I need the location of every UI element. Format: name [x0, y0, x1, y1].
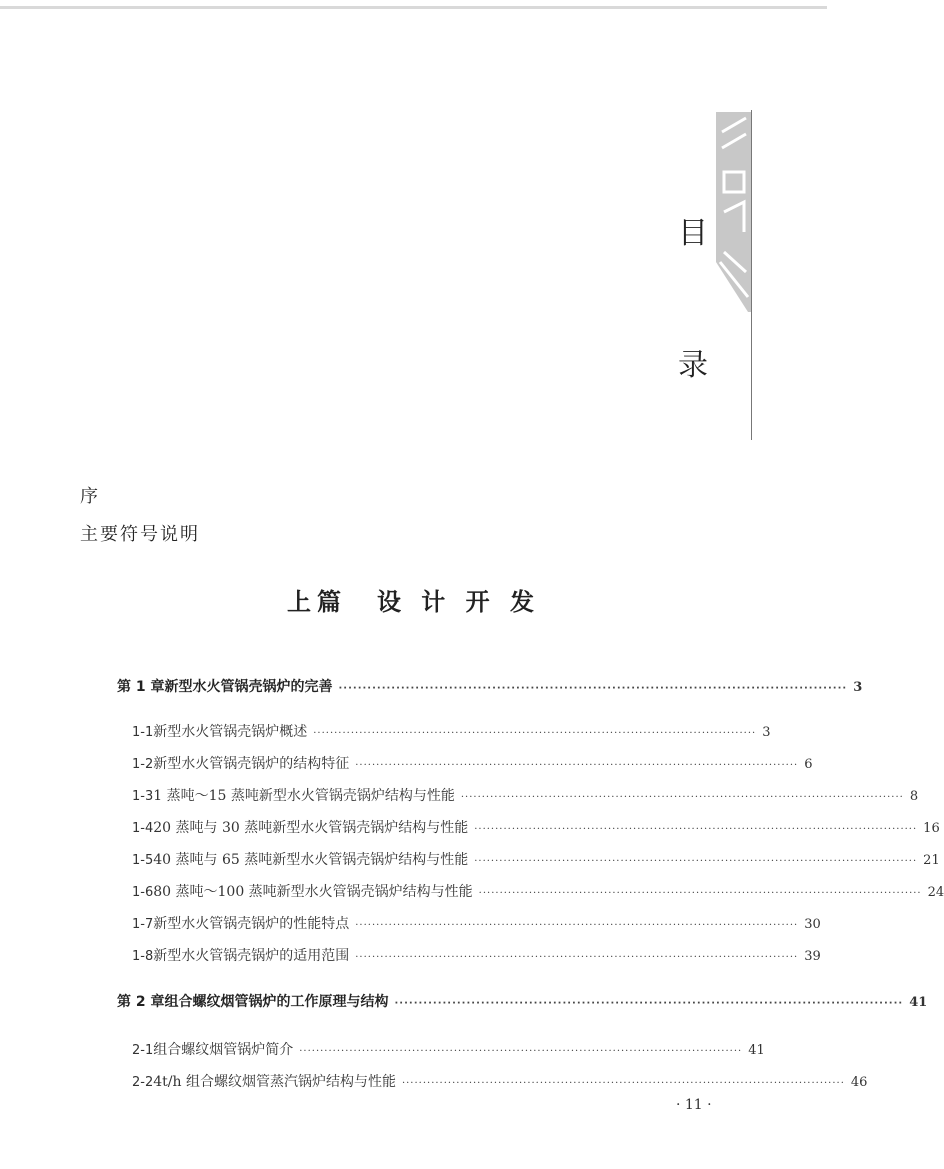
section-page: 16	[923, 821, 940, 836]
section-number: 1-7	[132, 917, 154, 932]
toc-section[interactable]	[132, 753, 813, 773]
scan-top-edge	[0, 6, 827, 9]
section-title: 4t/h 组合螺纹烟管蒸汽锅炉结构与性能	[153, 1074, 396, 1090]
heading-char-1: 目	[678, 216, 708, 251]
page-number: · 11 ·	[676, 1097, 712, 1113]
heading-char-2: 录	[678, 348, 708, 383]
section-number: 2-2	[132, 1075, 154, 1090]
section-number: 1-4	[132, 821, 154, 836]
toc-chapter-1[interactable]	[117, 676, 863, 696]
toc-section[interactable]	[132, 849, 940, 869]
leader-dots: ··········································································································	[355, 760, 799, 771]
leader-dots: ··········································································································	[460, 792, 904, 803]
section-number: 2-1	[132, 1043, 154, 1058]
toc-section[interactable]	[132, 1039, 765, 1059]
toc-section[interactable]	[132, 913, 821, 933]
chapter-title: 组合螺纹烟管锅炉的工作原理与结构	[164, 994, 389, 1010]
leader-dots: ··········································································································	[474, 856, 918, 867]
section-page: 6	[804, 757, 813, 772]
decorative-side-ornament	[712, 112, 752, 312]
section-page: 46	[850, 1075, 868, 1090]
section-page: 41	[748, 1043, 765, 1058]
section-number: 1-6	[132, 885, 154, 900]
chapter-title: 新型水火管锅壳锅炉的完善	[164, 679, 333, 695]
leader-dots: ··········································································································	[474, 824, 918, 835]
toc-section[interactable]	[132, 1071, 868, 1091]
section-title: 新型水火管锅壳锅炉的适用范围	[153, 948, 350, 964]
toc-section[interactable]	[132, 945, 821, 965]
leader-dots: ··········································································································	[355, 920, 799, 931]
leader-dots: ··········································································································	[338, 683, 848, 694]
section-page: 30	[804, 917, 821, 932]
section-title: 新型水火管锅壳锅炉的性能特点	[153, 916, 350, 932]
leader-dots: ··········································································································	[299, 1046, 743, 1057]
toc-chapter-2[interactable]	[117, 991, 928, 1011]
section-page: 21	[923, 853, 940, 868]
section-number: 1-2	[132, 757, 154, 772]
section-title: 新型水火管锅壳锅炉的结构特征	[153, 756, 350, 772]
section-title: 1 蒸吨～15 蒸吨新型水火管锅壳锅炉结构与性能	[153, 788, 455, 804]
section-title: 组合螺纹烟管锅炉简介	[153, 1042, 294, 1058]
section-number: 1-8	[132, 949, 154, 964]
section-page: 24	[927, 885, 944, 900]
section-page: 3	[762, 725, 771, 740]
section-title: 新型水火管锅壳锅炉概述	[153, 724, 308, 740]
toc-section[interactable]	[132, 881, 944, 901]
toc-section[interactable]	[132, 785, 919, 805]
section-title: 40 蒸吨与 65 蒸吨新型水火管锅壳锅炉结构与性能	[153, 852, 469, 868]
leader-dots: ··········································································································	[394, 998, 904, 1009]
section-page: 8	[909, 789, 919, 804]
front-matter-preface: 序	[80, 486, 100, 507]
section-title: 20 蒸吨与 30 蒸吨新型水火管锅壳锅炉结构与性能	[153, 820, 469, 836]
chapter-page: 41	[909, 995, 928, 1010]
leader-dots: ··········································································································	[478, 888, 922, 899]
section-number: 1-1	[132, 725, 154, 740]
chapter-number: 第 2 章	[117, 994, 165, 1010]
toc-section[interactable]	[132, 817, 940, 837]
leader-dots: ··········································································································	[401, 1078, 845, 1089]
section-number: 1-3	[132, 789, 154, 804]
toc-section[interactable]	[132, 721, 771, 741]
section-title: 80 蒸吨～100 蒸吨新型水火管锅壳锅炉结构与性能	[153, 884, 473, 900]
section-number: 1-5	[132, 853, 154, 868]
leader-dots: ··········································································································	[355, 952, 799, 963]
section-page: 39	[804, 949, 821, 964]
front-matter-symbols: 主要符号说明	[80, 524, 200, 545]
margin-rule	[751, 110, 752, 440]
part-title: 上篇 设 计 开 发	[286, 588, 541, 616]
leader-dots: ··········································································································	[313, 728, 757, 739]
chapter-number: 第 1 章	[117, 679, 165, 695]
chapter-page: 3	[853, 680, 863, 695]
